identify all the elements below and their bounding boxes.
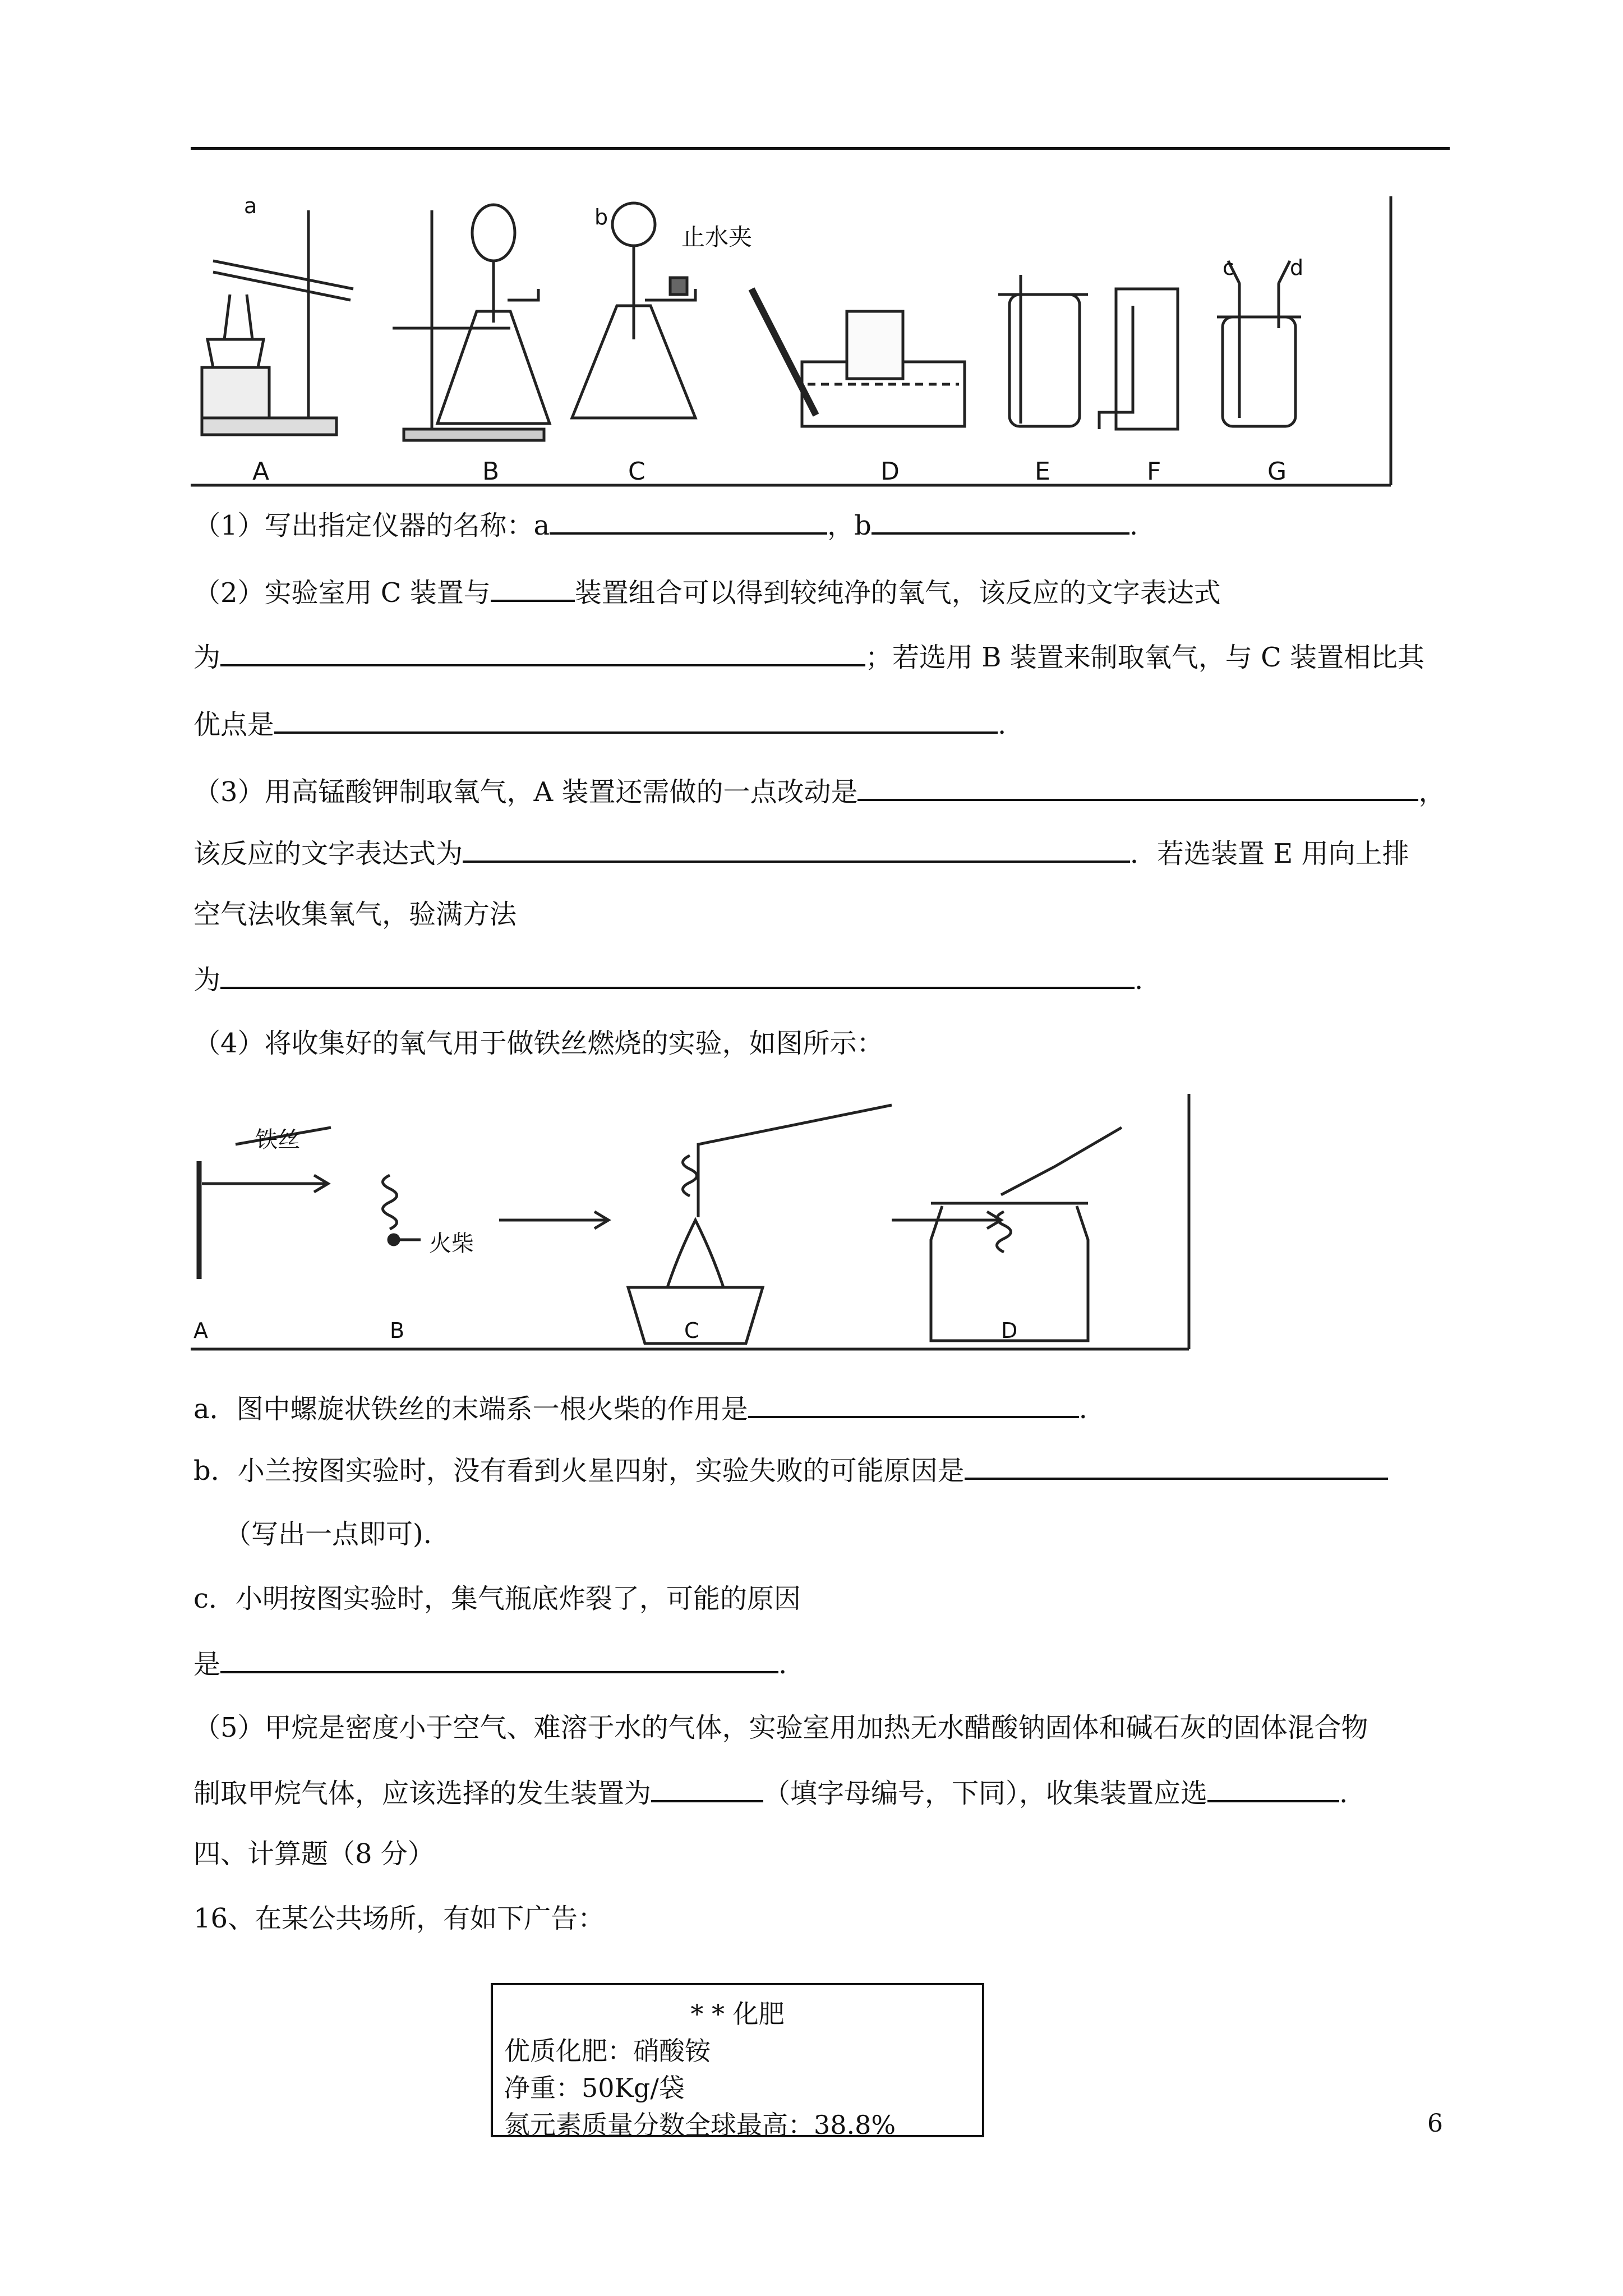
- q1-sep: ，b: [827, 510, 872, 541]
- q1-blank-b[interactable]: [872, 508, 1129, 535]
- ad-line-2: 净重：50Kg/袋: [504, 2073, 685, 2103]
- q2-line3: [193, 707, 1006, 742]
- label-wire: 铁丝: [255, 1127, 300, 1153]
- q2-text-3b: .: [998, 709, 1007, 740]
- q3-blank-4[interactable]: [220, 962, 1135, 989]
- q5-line2: [193, 1775, 1348, 1810]
- qc-blank[interactable]: [220, 1646, 778, 1673]
- iron-wire-figure: [191, 1094, 1200, 1358]
- q3-line2: [193, 836, 1409, 871]
- qa-blank[interactable]: [748, 1391, 1079, 1418]
- qb-line2: （写出一点即可).: [224, 1519, 432, 1550]
- q1-text: （1）写出指定仪器的名称：a: [193, 510, 550, 541]
- apparatus-label-A: A: [252, 457, 270, 486]
- q5-line1: （5）甲烷是密度小于空气、难溶于水的气体，实验室用加热无水醋酸钠固体和碱石灰的固体混合物: [193, 1712, 1368, 1743]
- section-heading: 四、计算题（8 分）: [193, 1838, 435, 1870]
- q1-line: [193, 508, 1138, 542]
- q5-blank-2[interactable]: [1207, 1775, 1339, 1802]
- qb-blank[interactable]: [965, 1453, 1388, 1480]
- q1-blank-a[interactable]: [550, 508, 827, 535]
- apparatus-label-C: C: [628, 457, 645, 486]
- q3-line4: [193, 962, 1143, 997]
- qc-line2: [193, 1646, 787, 1681]
- q2-blank-1[interactable]: [491, 575, 575, 602]
- q2-line1: [193, 575, 1221, 610]
- apparatus-figure: [191, 194, 1396, 496]
- q2-blank-2[interactable]: [220, 639, 865, 666]
- q2-text-2a: 为: [193, 642, 221, 673]
- q5-text-2c: .: [1339, 1778, 1348, 1809]
- label-match: 火柴: [429, 1231, 474, 1257]
- fig2-label-B: B: [390, 1318, 405, 1343]
- q2-text-2b: ；若选用 B 装置来制取氧气，与 C 装置相比其: [865, 642, 1425, 673]
- qa-text: a．图中螺旋状铁丝的末端系一根火柴的作用是: [193, 1393, 748, 1425]
- q2-line2: [193, 639, 1424, 674]
- q5-text-2a: 制取甲烷气体，应该选择的发生装置为: [193, 1778, 652, 1809]
- qa-end: .: [1078, 1393, 1087, 1425]
- qc-line1: c．小明按图实验时，集气瓶底炸裂了，可能的原因: [193, 1583, 801, 1614]
- q5-text-2b: （填字母编号，下同），收集装置应选: [763, 1778, 1208, 1809]
- q3-line3: 空气法收集氧气，验满方法: [193, 899, 517, 930]
- qc-text-b: 是: [193, 1649, 221, 1680]
- q4-intro: （4）将收集好的氧气用于做铁丝燃烧的实验，如图所示：: [193, 1028, 884, 1059]
- fig2-label-D: D: [1001, 1318, 1018, 1343]
- callout-clamp: 止水夹: [681, 223, 753, 251]
- q1-end: .: [1129, 510, 1138, 541]
- fig2-label-A: A: [193, 1318, 208, 1343]
- qb-text: b．小兰按图实验时，没有看到火星四射，实验失败的可能原因是: [193, 1455, 965, 1487]
- callout-d: d: [1290, 255, 1304, 280]
- fig2-label-C: C: [684, 1318, 699, 1343]
- ad-title: * * 化肥: [690, 1999, 785, 2029]
- apparatus-label-D: D: [880, 457, 900, 486]
- q3-text-4a: 为: [193, 964, 221, 996]
- qb-line1: [193, 1453, 1388, 1488]
- header-rule: [191, 147, 1450, 150]
- apparatus-label-B: B: [482, 457, 500, 486]
- q3-blank-1[interactable]: [857, 774, 1418, 801]
- q3-text-2b: ．若选装置 E 用向上排: [1130, 838, 1409, 869]
- q3-text-4b: .: [1135, 964, 1144, 996]
- q3-blank-2[interactable]: [463, 836, 1130, 863]
- callout-c: c: [1223, 255, 1234, 280]
- apparatus-label-E: E: [1035, 457, 1050, 486]
- fertilizer-ad-box: [491, 1983, 984, 2140]
- callout-a: a: [244, 194, 257, 218]
- ad-line-3: 氮元素质量分数全球最高：38.8%: [504, 2110, 896, 2140]
- q2-text-1b: 装置组合可以得到较纯净的氧气，该反应的文字表达式: [574, 577, 1221, 609]
- q5-blank-1[interactable]: [651, 1775, 763, 1802]
- page-number: 6: [1427, 2109, 1443, 2138]
- qc-end: .: [778, 1649, 787, 1680]
- q3-text-1a: （3）用高锰酸钾制取氧气，A 装置还需做的一点改动是: [193, 776, 858, 808]
- q3-text-2a: 该反应的文字表达式为: [193, 838, 463, 869]
- ad-line-1: 优质化肥：硝酸铵: [504, 2036, 711, 2066]
- callout-b: b: [594, 205, 608, 229]
- q3-text-1b: ，: [1418, 776, 1446, 808]
- q3-line1: [193, 774, 1445, 809]
- q16-intro: 16、在某公共场所，有如下广告：: [193, 1903, 605, 1934]
- q2-text-3a: 优点是: [193, 709, 275, 740]
- q2-text-1a: （2）实验室用 C 装置与: [193, 577, 491, 609]
- apparatus-label-F: F: [1147, 457, 1161, 486]
- qa-line: [193, 1391, 1087, 1426]
- q2-blank-3[interactable]: [274, 707, 998, 734]
- apparatus-label-G: G: [1267, 457, 1287, 486]
